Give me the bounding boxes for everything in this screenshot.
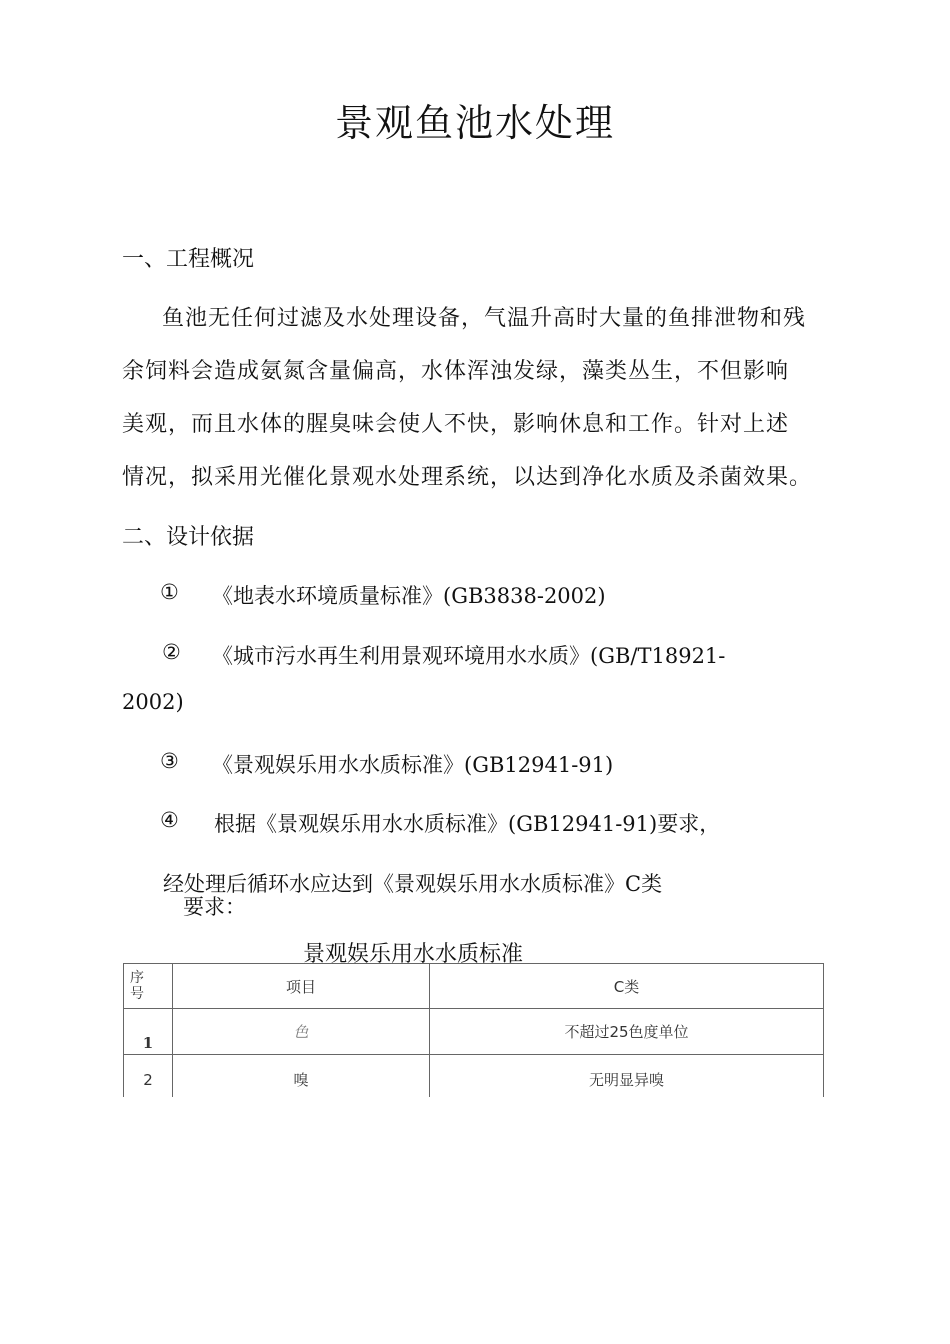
header-item: 项目 [285, 977, 316, 996]
requirement-line: 要求： [183, 895, 246, 919]
paragraph-line: 情况，拟采用光催化景观水处理系统，以达到净化水质及杀菌效果。 [122, 465, 813, 490]
water-quality-table [123, 963, 824, 1105]
table-caption: 景观娱乐用水水质标准 [303, 942, 524, 967]
reference-item: 《景观娱乐用水水质标准》(GB12941-91) [212, 753, 614, 777]
section-heading-basis: 二、设计依据 [122, 525, 255, 550]
paragraph-line: 余饲料会造成氨氮含量偏高，水体浑浊发绿，藻类丛生，不但影响 [122, 359, 790, 384]
table-header-row [124, 964, 824, 1009]
list-marker: ④ [160, 808, 179, 832]
section-heading-overview: 一、工程概况 [122, 247, 255, 272]
list-marker: ① [160, 580, 179, 604]
page-blank-area [0, 1097, 950, 1344]
row-c: 不超过25色度单位 [564, 1023, 689, 1041]
row-c: 无明显异嗅 [588, 1071, 664, 1089]
reference-item: 根据《景观娱乐用水水质标准》(GB12941-91)要求， [214, 812, 721, 836]
list-marker: ③ [160, 749, 179, 773]
paragraph-line: 鱼池无任何过滤及水处理设备，气温升高时大量的鱼排泄物和残 [162, 306, 807, 331]
reference-item: 《城市污水再生利用景观环境用水水质》(GB/T18921- [212, 644, 726, 668]
table-row [124, 1009, 824, 1055]
reference-item: 《地表水环境质量标准》(GB3838-2002) [212, 584, 606, 608]
row-no: 2 [143, 1070, 153, 1089]
header-no: 序号 [130, 970, 144, 1002]
requirement-line: 经处理后循环水应达到《景观娱乐用水水质标准》C类 [163, 872, 663, 896]
row-no: 1 [142, 1034, 154, 1052]
list-marker: ② [162, 640, 181, 664]
page-title: 景观鱼池水处理 [334, 101, 615, 145]
row-item: 嗅 [293, 1071, 309, 1089]
row-item: 色 [293, 1023, 309, 1041]
reference-item-continuation: 2002) [122, 690, 184, 714]
header-c: C类 [613, 977, 640, 996]
paragraph-line: 美观，而且水体的腥臭味会使人不快，影响休息和工作。针对上述 [122, 412, 790, 437]
